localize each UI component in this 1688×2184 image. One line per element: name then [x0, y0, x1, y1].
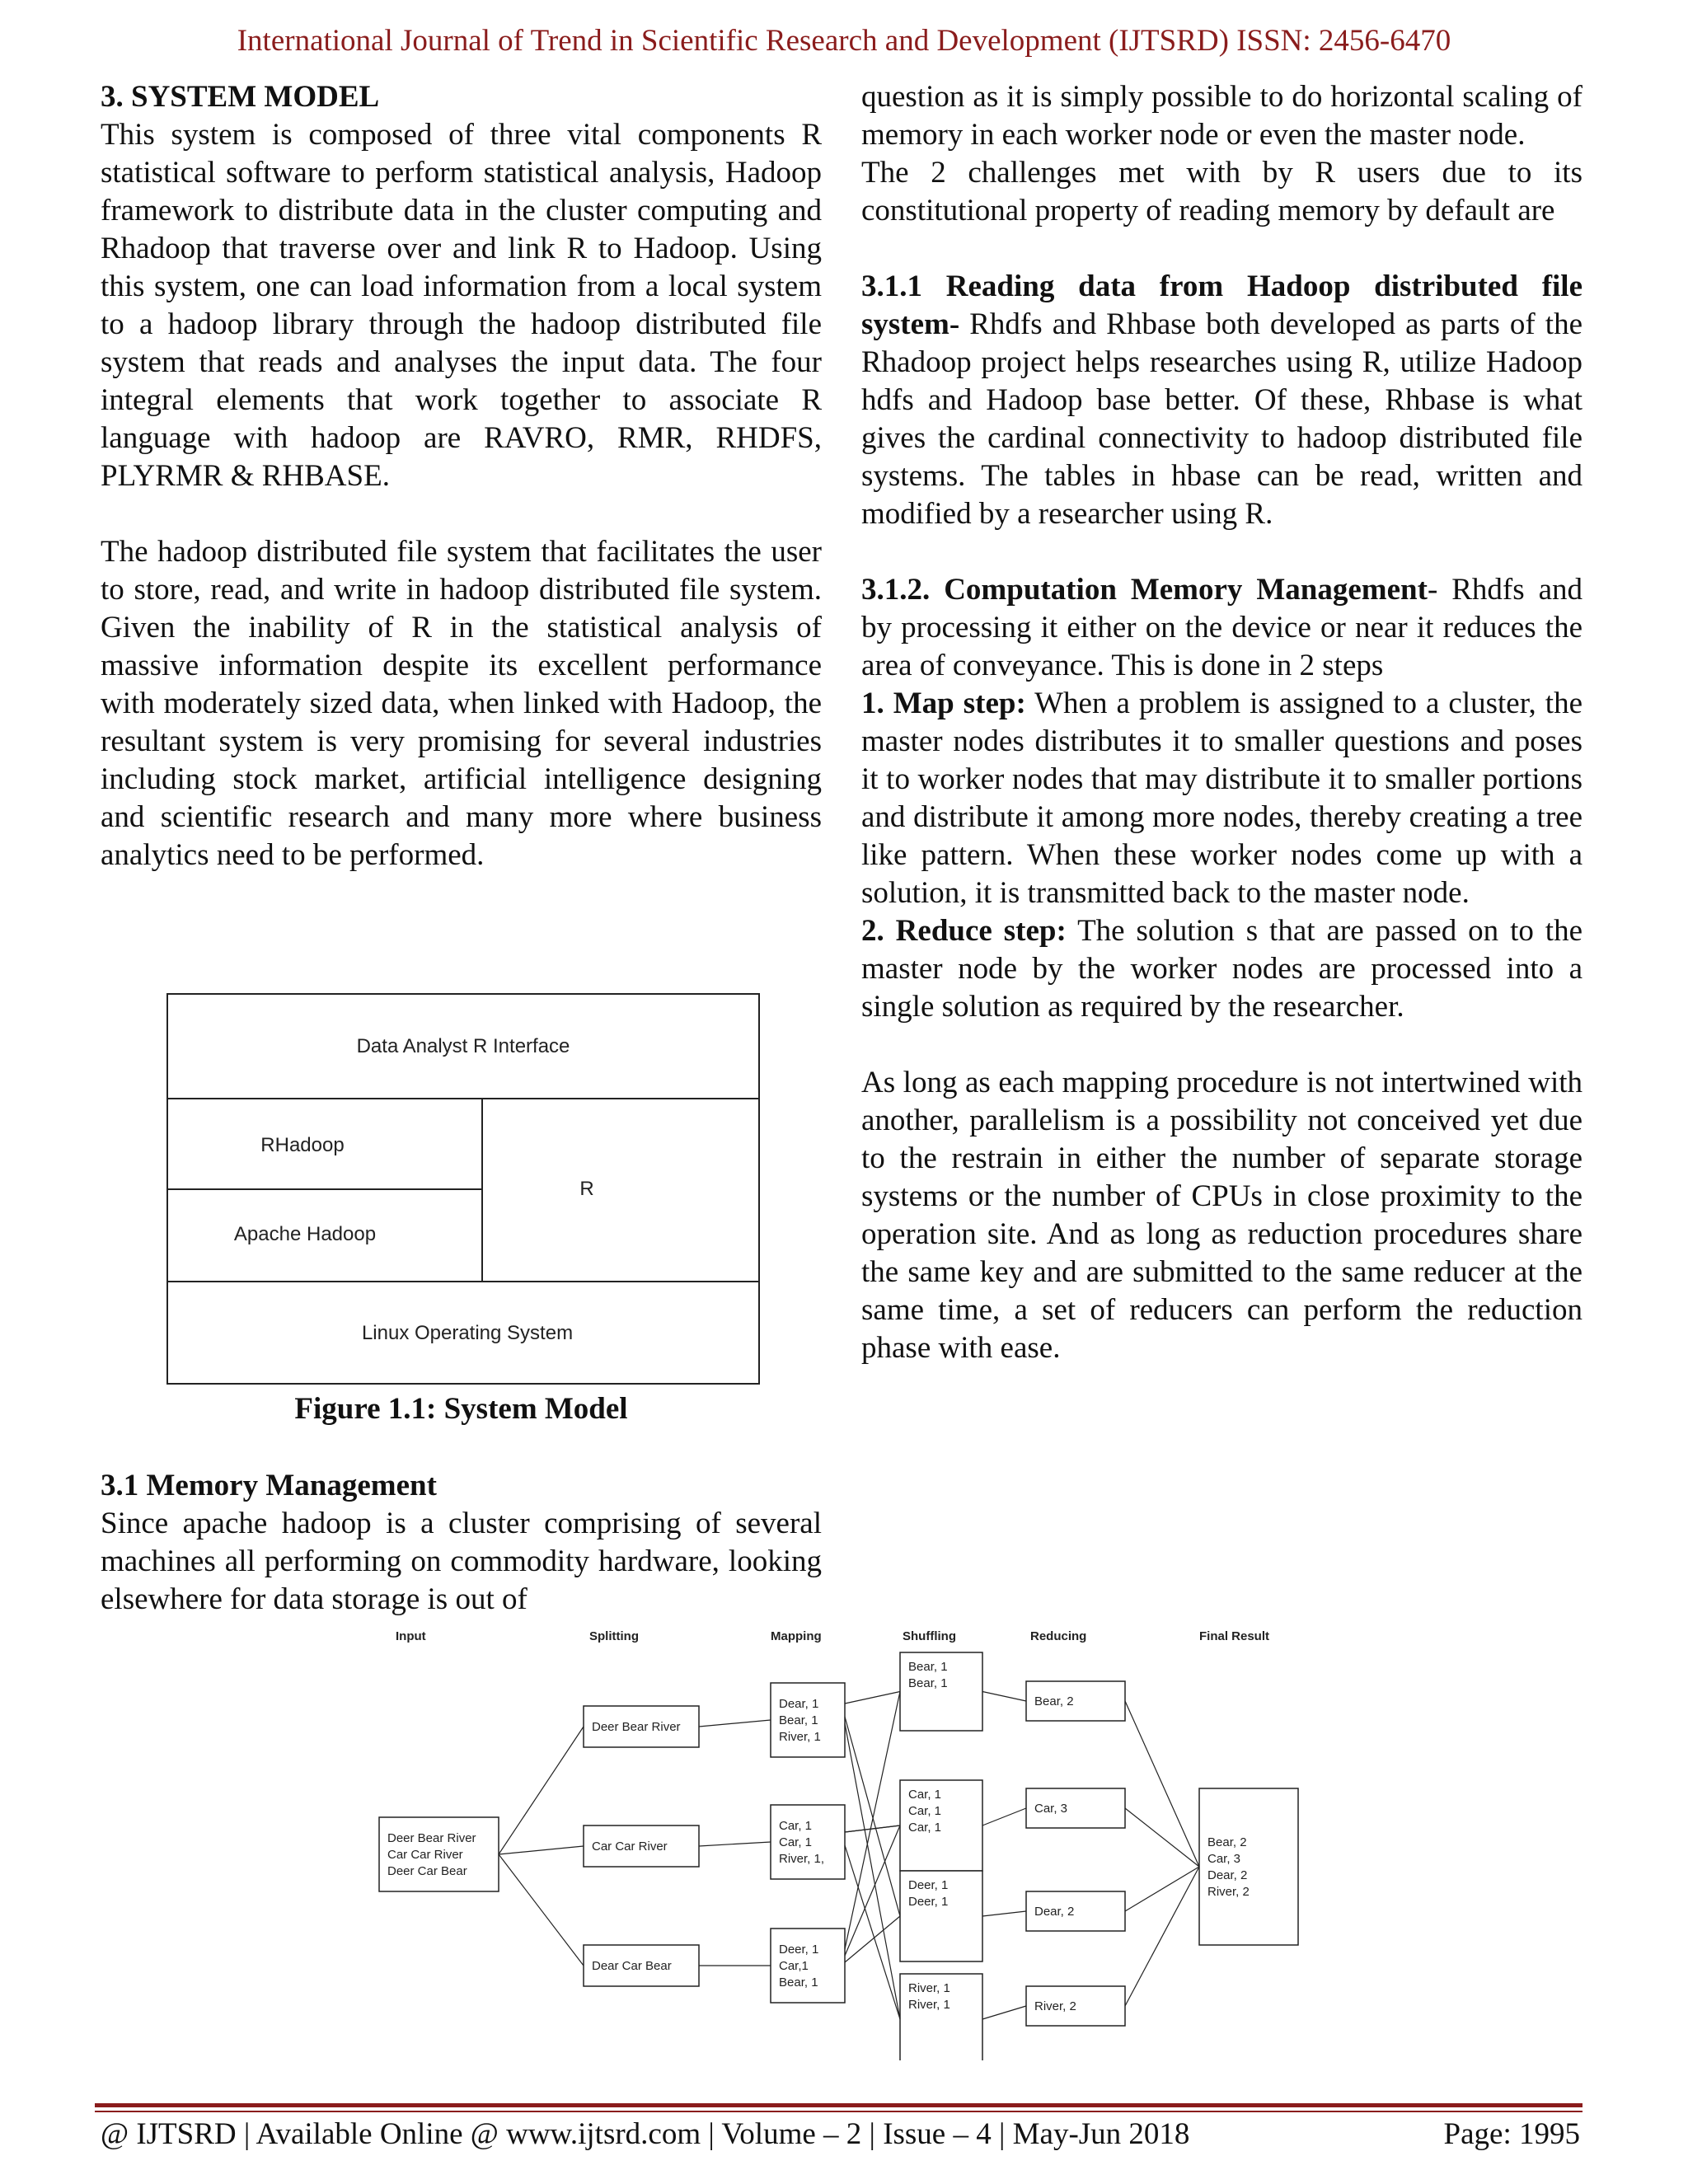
fig2-link-shuffle — [845, 1692, 900, 1704]
fig2-shuffle-text: River, 1 — [908, 1981, 950, 1995]
section-312 — [861, 571, 1582, 685]
memory-title: 3.1 Memory Management — [101, 1469, 437, 1502]
fig2-map-text: Car, 1 — [779, 1835, 813, 1849]
fig2-shuffle-text: Deer, 1 — [908, 1895, 949, 1909]
fig2-link-shuffle — [845, 1916, 900, 1962]
fig2-link-split — [499, 1727, 584, 1854]
fig2-reduce-text: River, 2 — [1034, 1999, 1076, 2013]
fig2-shuffle-text: Deer, 1 — [908, 1878, 949, 1892]
fig1-apache-label: Apache Hadoop — [233, 1223, 377, 1245]
footer-text: @ IJTSRD | Available Online @ www.ijtsrd.com | Volume – 2 | Issue – 4 | May-Jun 2018 — [101, 2117, 1190, 2151]
fig2-shuffle-text: Car, 1 — [908, 1804, 942, 1818]
fig2-final-box — [1199, 1788, 1298, 1945]
section-311-text: Rhdfs and Rhbase both developed as parts of the Rhadoop project helps researches using R, utilize Hadoop hdfs and Hadoop base better. Of these, Rhbase is what gives the cardinal connectivity to hadoop distributed file systems. The tables in hbase can be read, written and modified by a researcher using R. — [861, 307, 1582, 531]
fig2-map-text: Bear, 1 — [779, 1975, 818, 1990]
section-311-title: 3.1.1 Reading data from Hadoop distributed file system- — [861, 269, 1582, 341]
fig2-header: Input — [396, 1629, 426, 1643]
fig2-final-text: Dear, 2 — [1207, 1868, 1248, 1882]
reduce-step-title: 2. Reduce step: — [861, 914, 1067, 948]
left-para-1: This system is composed of three vital components R statistical software to perform statistical analysis, Hadoop framework to distribute data in the cluster computing and Rhadoop that traverse over and link R to Hadoop. Using this system, one can load information from a local system to a hadoop library through the hadoop distributed file system that reads and analyses the input data. The four integral elements that work together to associate R language with hadoop are RAVRO, RMR, RHDFS, PLYRMR & RHBASE. — [101, 118, 822, 493]
fig2-header: Final Result — [1199, 1629, 1270, 1643]
right-column — [861, 78, 1582, 1367]
memory-para: Since apache hadoop is a cluster comprising of several machines all performing on commodity hardware, looking elsewhere for data storage is out of — [101, 1507, 822, 1616]
fig1-r-label: R — [579, 1178, 594, 1200]
fig2-map-text: Car, 1 — [779, 1819, 813, 1833]
section-312-title: 3.1.2. Computation Memory Management — [861, 573, 1428, 607]
fig2-input-text: Car Car River — [387, 1848, 463, 1862]
fig2-link-shuffle — [845, 1717, 900, 1916]
fig2-link-final — [1125, 1867, 1199, 2006]
fig2-link-split — [499, 1846, 584, 1854]
fig2-link-shuffle — [845, 1825, 900, 1832]
left-column — [101, 78, 822, 874]
journal-header: International Journal of Trend in Scientific Research and Development (IJTSRD) ISSN: 2456-6470 — [237, 24, 1451, 58]
footer-rule-thin — [95, 2111, 1582, 2112]
footer — [101, 2116, 1580, 2152]
fig2-shuffle-text: Car, 1 — [908, 1788, 942, 1802]
fig2-link-reduce — [982, 1911, 1026, 1916]
fig2-link-final — [1125, 1808, 1199, 1867]
fig2-link-reduce — [982, 2006, 1026, 2019]
fig2-reduce-text: Car, 3 — [1034, 1802, 1068, 1816]
fig2-reduce-text: Dear, 2 — [1034, 1905, 1075, 1919]
fig2-map-text: Bear, 1 — [779, 1713, 818, 1727]
map-step-title: 1. Map step: — [861, 687, 1026, 720]
right-para-2: The 2 challenges met with by R users due to its constitutional property of reading memory by default are — [861, 156, 1582, 227]
fig2-final-text: Car, 3 — [1207, 1852, 1241, 1866]
fig2-link-shuffle — [845, 1825, 900, 1956]
fig2-input-text: Deer Bear River — [387, 1831, 476, 1845]
right-para-1: question as it is simply possible to do horizontal scaling of memory in each worker node or even the master node. — [861, 80, 1582, 152]
section-312-text: - Rhdfs and by processing it either on the device or near it reduces the area of conveyance. This is done in 2 steps — [861, 573, 1582, 682]
fig2-link-map — [699, 1842, 771, 1846]
fig2-shuffle-text: River, 1 — [908, 1998, 950, 2012]
fig2-map-text: Dear, 1 — [779, 1697, 819, 1711]
reduce-step — [861, 912, 1582, 1026]
fig2-link-map — [699, 1720, 771, 1727]
fig2-map-text: River, 1, — [779, 1852, 825, 1866]
section-title: 3. SYSTEM MODEL — [101, 80, 380, 114]
fig2-header: Mapping — [771, 1629, 822, 1643]
fig2-map-text: River, 1 — [779, 1730, 821, 1744]
fig2-link-final — [1125, 1701, 1199, 1867]
fig2-header: Splitting — [589, 1629, 639, 1643]
map-step — [861, 685, 1582, 912]
fig2-link-reduce — [982, 1692, 1026, 1702]
fig2-header: Shuffling — [903, 1629, 956, 1643]
fig2-shuffle-text: Bear, 1 — [908, 1660, 948, 1674]
fig2-shuffle-text: Bear, 1 — [908, 1676, 948, 1690]
left-para-2: The hadoop distributed file system that facilitates the user to store, read, and write in hadoop distributed file system. Given the inability of R in the statistical analysis of massive information despite its excellent performance with moderately sized data, when linked with Hadoop, the resultant system is very promising for several industries including stock market, artificial intelligence designing and scientific research and many more where business analytics need to be performed. — [101, 535, 822, 872]
fig2-reduce-text: Bear, 2 — [1034, 1694, 1074, 1708]
reduce-step-text: The solution s that are passed on to the master node by the worker nodes are processed into a single solution as required by the researcher. — [861, 914, 1583, 1024]
right-para-last: As long as each mapping procedure is not intertwined with another, parallelism is a possibility not conceived yet due to the restrain in either the number of separate storage systems or the number of CPUs in close proximity to the operation site. And as long as reduction procedures share the same key and are submitted to the same reducer at the same time, a set of reducers can perform the reduction phase with ease. — [861, 1066, 1582, 1365]
fig2-input-text: Deer Car Bear — [387, 1864, 467, 1878]
section-311 — [861, 268, 1582, 533]
page-number: Page: 1995 — [1443, 2117, 1580, 2151]
fig2-link-shuffle — [845, 1692, 900, 1950]
map-step-text: When a problem is assigned to a cluster, the master nodes distributes it to smaller questions and poses it to worker nodes that may distribute it to smaller portions and distribute it among more nodes, thereby creating a tree like pattern. When these worker nodes come up with a solution, it is transmitted back to the master node. — [861, 687, 1582, 910]
fig2-link-final — [1125, 1867, 1199, 1911]
fig2-split-text: Dear Car Bear — [592, 1959, 672, 1973]
fig2-split-text: Deer Bear River — [592, 1720, 681, 1734]
system-model-figure — [166, 993, 760, 1385]
figure1-caption: Figure 1.1: System Model — [294, 1392, 628, 1426]
mapreduce-figure — [371, 1624, 1319, 2060]
fig2-shuffle-text: Car, 1 — [908, 1821, 942, 1835]
fig2-header: Reducing — [1030, 1629, 1087, 1643]
fig2-final-text: River, 2 — [1207, 1885, 1250, 1899]
fig2-final-text: Bear, 2 — [1207, 1835, 1247, 1849]
memory-management-section — [101, 1467, 822, 1619]
fig2-link-reduce — [982, 1808, 1026, 1825]
fig2-split-text: Car Car River — [592, 1840, 668, 1854]
fig1-rhadoop-label: RHadoop — [260, 1134, 345, 1156]
fig1-linux-label: Linux Operating System — [361, 1322, 574, 1344]
fig2-map-text: Car,1 — [779, 1959, 809, 1973]
fig2-map-text: Deer, 1 — [779, 1943, 819, 1957]
fig2-link-split — [499, 1854, 584, 1966]
footer-rule-thick — [95, 2103, 1582, 2107]
fig1-top-label: Data Analyst R Interface — [356, 1035, 570, 1057]
